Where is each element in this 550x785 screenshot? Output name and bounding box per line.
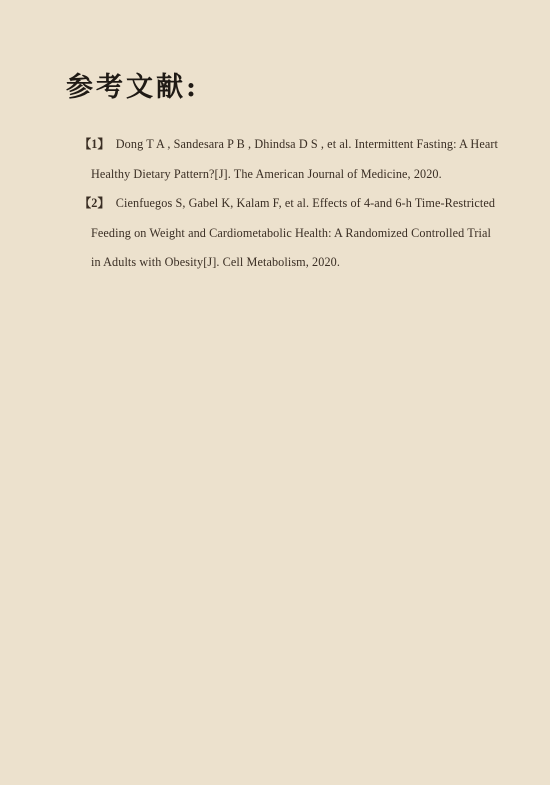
reference-number: 【1】 (79, 137, 110, 151)
reference-text: Dong T A , Sandesara P B , Dhindsa D S , et al. Intermittent Fasting: A Heart Healthy Dietary Pattern?[J]. The American Journal of Medicine, 2020. (91, 137, 498, 181)
reference-item (79, 189, 499, 278)
reference-text: Cienfuegos S, Gabel K, Kalam F, et al. Effects of 4-and 6-h Time-Restricted Feeding on Weight and Cardiometabolic Health: A Randomized Controlled Trial in Adults with Obesity[J]. Cell Metabolism, 2020. (91, 196, 496, 269)
reference-item (79, 130, 499, 189)
reference-number: 【2】 (79, 196, 110, 210)
reference-list (79, 130, 499, 278)
references-heading: 参考文献: (66, 72, 199, 103)
